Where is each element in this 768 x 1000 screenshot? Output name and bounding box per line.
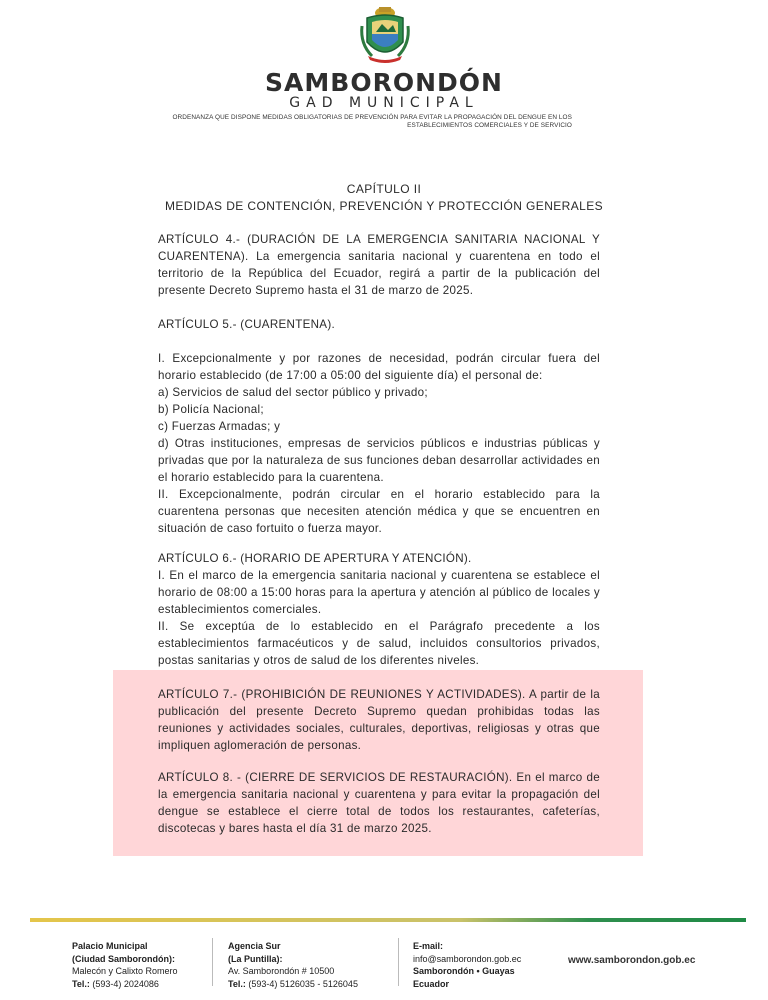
article-5-item-c: c) Fuerzas Armadas; y <box>158 420 281 433</box>
article-5-title: ARTÍCULO 5.- (CUARENTENA). <box>158 318 336 331</box>
footer-separator <box>212 938 213 986</box>
municipal-crest-icon <box>358 4 412 66</box>
palacio-phone-label: Tel.: <box>72 978 90 989</box>
article-7-text: ARTÍCULO 7.- (PROHIBICIÓN DE REUNIONES Y ACTIVIDADES). A partir de la publicación del presente Decreto Supremo quedan prohibidas todas las reuniones y actividades sociales, culturales, deportivas, religiosas y otras que impliquen aglomeración de personas. <box>158 688 600 752</box>
article-5-item-a: a) Servicios de salud del sector público y privado; <box>158 386 428 399</box>
agencia-phone-number: (593-4) 5126035 - 5126045 <box>248 978 358 989</box>
chapter-number: CAPÍTULO II <box>346 182 422 196</box>
footer-agencia-sur <box>228 940 358 990</box>
footer-divider <box>30 918 746 922</box>
footer-contact <box>413 940 521 990</box>
article-5-item-b: b) Policía Nacional; <box>158 403 264 416</box>
ordinance-line-2: ESTABLECIMIENTOS COMERCIALES Y DE SERVICIO <box>407 122 572 129</box>
article-4-text: ARTÍCULO 4.- (DURACIÓN DE LA EMERGENCIA SANITARIA NACIONAL Y CUARENTENA). La emergencia sanitaria nacional y cuarentena en todo el territorio de la República del Ecuador, regirá a partir de la publicación del presente Decreto Supremo hasta el 31 de marzo de 2025. <box>158 233 600 297</box>
palacio-phone-number: (593-4) 2024086 <box>92 978 159 989</box>
article-4 <box>158 231 600 299</box>
article-6-paragraph-i: I. En el marco de la emergencia sanitaria nacional y cuarentena se establece el horario de 08:00 a 15:00 horas para la apertura y atención al público de locales y establecimientos comerciales. <box>158 569 600 616</box>
email-address[interactable]: info@samborondon.gob.ec <box>413 953 522 964</box>
chapter-title: MEDIDAS DE CONTENCIÓN, PREVENCIÓN Y PROTECCIÓN GENERALES <box>164 199 604 213</box>
palacio-phone <box>72 978 178 991</box>
article-5-paragraph-ii: II. Excepcionalmente, podrán circular en el horario establecido para la cuarentena personas que necesiten atención médica y que se encuentren en situación de caso fortuito o fuerza mayor. <box>158 488 600 535</box>
article-7 <box>158 686 600 754</box>
palacio-address: Malecón y Calixto Romero <box>72 966 178 976</box>
website-link[interactable]: www.samborondon.gob.ec <box>568 955 696 966</box>
chapter-heading <box>0 181 768 215</box>
agencia-subtitle: (La Puntilla): <box>228 953 283 964</box>
article-6-title: ARTÍCULO 6.- (HORARIO DE APERTURA Y ATENCIÓN). <box>158 552 472 565</box>
footer-separator <box>398 938 399 986</box>
city-province: Samborondón • Guayas <box>413 966 515 976</box>
agencia-address: Av. Samborondón # 10500 <box>228 966 335 976</box>
ordinance-title <box>160 114 572 130</box>
footer-palacio <box>72 940 178 990</box>
org-name: SAMBORONDÓN <box>265 68 503 97</box>
country: Ecuador <box>413 978 450 989</box>
article-6-paragraph-ii: II. Se exceptúa de lo establecido en el Parágrafo precedente a los establecimientos farmacéuticos y de salud, incluidos consultorios privados, postas sanitarias y otros de salud de los diferentes niveles. <box>158 620 600 667</box>
article-5 <box>158 316 600 537</box>
article-6 <box>158 550 600 669</box>
org-subtitle: GAD MUNICIPAL <box>289 95 479 111</box>
agencia-phone <box>228 978 358 991</box>
agencia-title: Agencia Sur <box>228 941 281 951</box>
page-header <box>0 0 768 140</box>
palacio-subtitle: (Ciudad Samborondón): <box>72 953 175 964</box>
agencia-phone-label: Tel.: <box>228 978 246 989</box>
article-5-item-d: d) Otras instituciones, empresas de servicios públicos e industrias públicas y privadas que por la naturaleza de sus funciones deban desarrollar actividades en el horario establecido para la cuarentena. <box>158 437 600 484</box>
ordinance-line-1: ORDENANZA QUE DISPONE MEDIDAS OBLIGATORIAS DE PREVENCIÓN PARA EVITAR LA PROPAGACIÓN DEL DENGUE EN LOS <box>172 114 572 121</box>
article-8-text: ARTÍCULO 8. - (CIERRE DE SERVICIOS DE RESTAURACIÓN). En el marco de la emergencia sanitaria nacional y cuarentena y para evitar la propagación del dengue se establece el cierre total de todos los restaurantes, cafeterías, discotecas y bares hasta el día 31 de marzo 2025. <box>158 771 600 835</box>
article-5-paragraph-i: I. Excepcionalmente y por razones de necesidad, podrán circular fuera del horario establecido (de 17:00 a 05:00 del siguiente día) el personal de: <box>158 352 600 382</box>
article-8 <box>158 769 600 837</box>
palacio-title: Palacio Municipal <box>72 941 148 951</box>
email-label: E-mail: <box>413 941 444 951</box>
